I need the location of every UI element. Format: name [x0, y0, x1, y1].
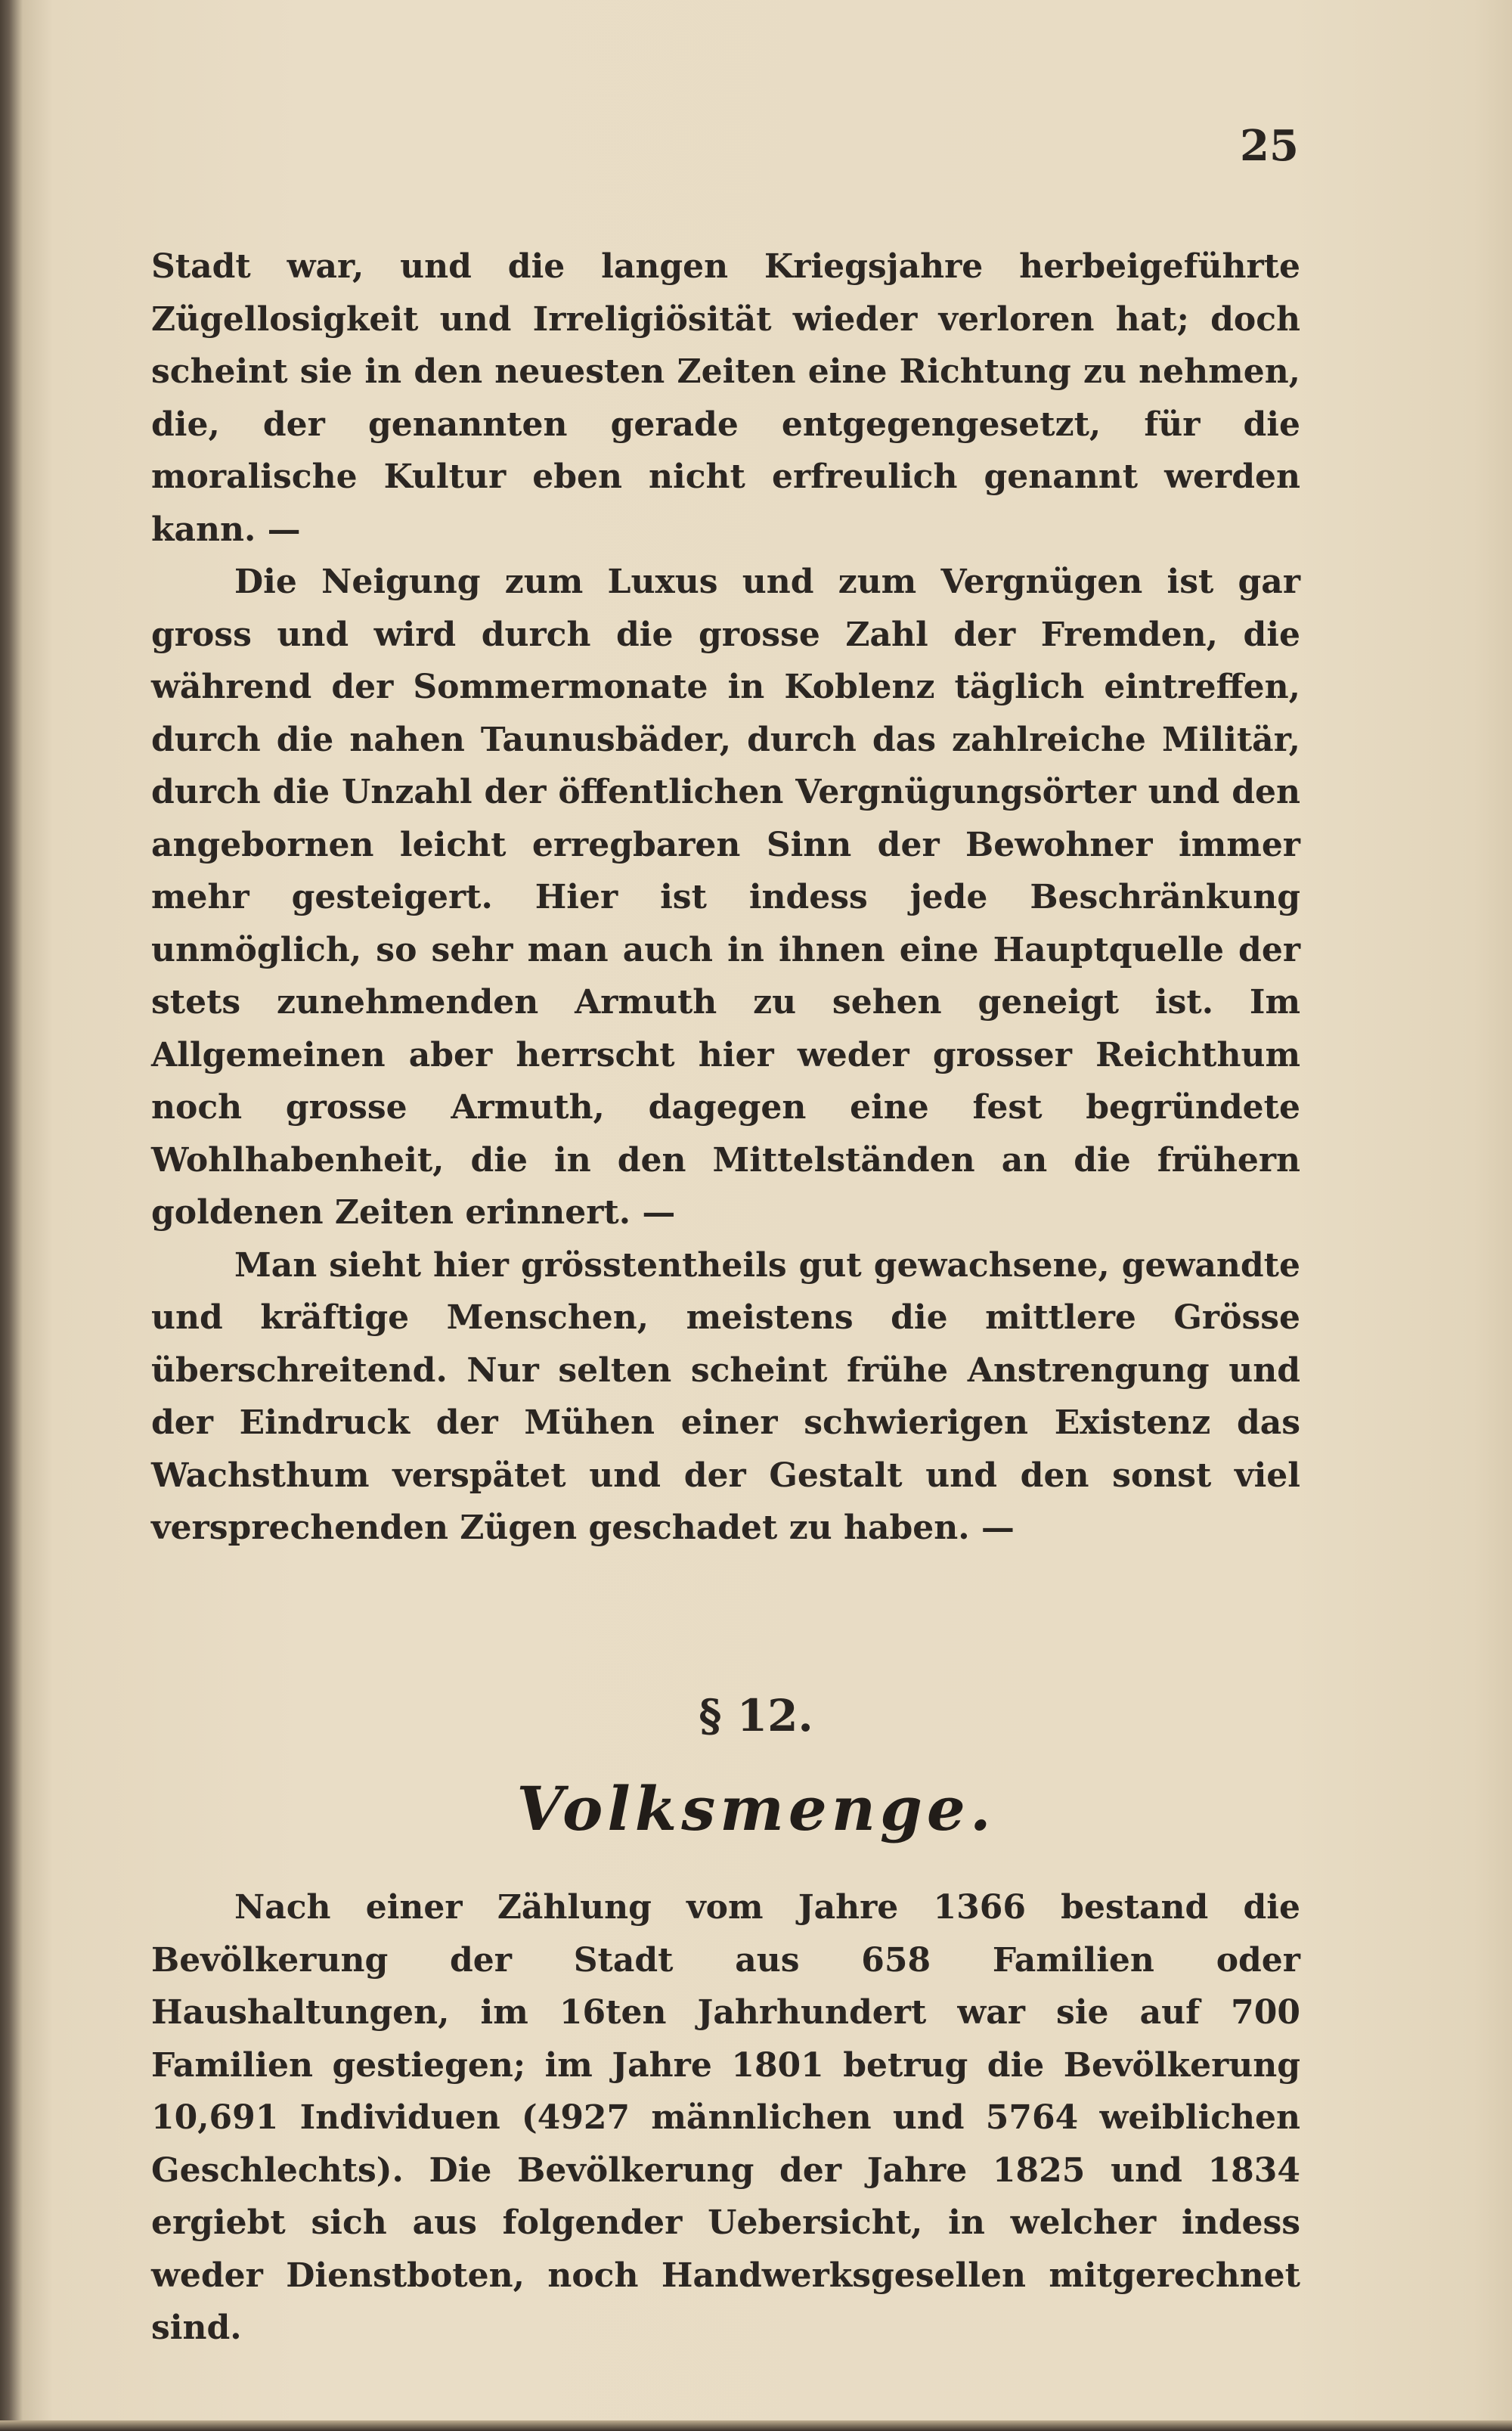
paragraph-luxury: Die Neigung zum Luxus und zum Vergnügen ist gar gross und wird durch die grosse Zahl der Fremden, die während der Sommermonate in Koblenz täglich eintreffen, durch die nahen Taunusbäder, durch das zahlreiche Militär, durch die Unzahl der öffentlichen Vergnügungsörter und den angebornen leicht erregbaren Sinn der Bewohner immer mehr gesteigert. Hier ist indess jede Beschränkung unmöglich, so sehr man auch in ihnen eine Hauptquelle der stets zunehmenden Armuth zu sehen geneigt ist. Im Allgemeinen aber herrscht hier weder grosser Reichthum noch grosse Armuth, dagegen eine fest begründete Wohlhabenheit, die in den Mittelständen an die frühern goldenen Zeiten erinnert. —	[151, 563, 1300, 1232]
top-text-block	[151, 240, 1300, 1555]
page-edge	[0, 2420, 1512, 2431]
page-number: 25	[1240, 121, 1299, 171]
paragraph-continuation: Stadt war, und die langen Kriegsjahre herbeigeführte Zügellosigkeit und Irreligiösität wieder verloren hat; doch scheint sie in den neuesten Zeiten eine Richtung zu nehmen, die, der genannten gerade entgegengesetzt, für die moralische Kultur eben nicht erfreulich genannt werden kann. —	[151, 247, 1300, 549]
paragraph-population: Nach einer Zählung vom Jahre 1366 bestand die Bevölkerung der Stadt aus 658 Familien oder Haushaltungen, im 16ten Jahrhundert war sie auf 700 Familien gestiegen; im Jahre 1801 betrug die Bevölkerung 10,691 Individuen (4927 männlichen und 5764 weiblichen Geschlechts). Die Bevölkerung der Jahre 1825 und 1834 ergiebt sich aus folgender Uebersicht, in welcher indess weder Dienstboten, noch Handwerksgesellen mitgerechnet sind.	[151, 1888, 1300, 2347]
section-number: § 12.	[699, 1690, 813, 1741]
section-title: Volksmenge.	[516, 1773, 996, 1844]
bottom-text-block	[151, 1881, 1300, 2355]
paragraph-people: Man sieht hier grösstentheils gut gewachsene, gewandte und kräftige Menschen, meistens die mittlere Grösse überschreitend. Nur selten scheint frühe Anstrengung und der Eindruck der Mühen einer schwierigen Existenz das Wachsthum verspätet und der Gestalt und den sonst viel versprechenden Zügen geschadet zu haben. —	[151, 1245, 1300, 1547]
